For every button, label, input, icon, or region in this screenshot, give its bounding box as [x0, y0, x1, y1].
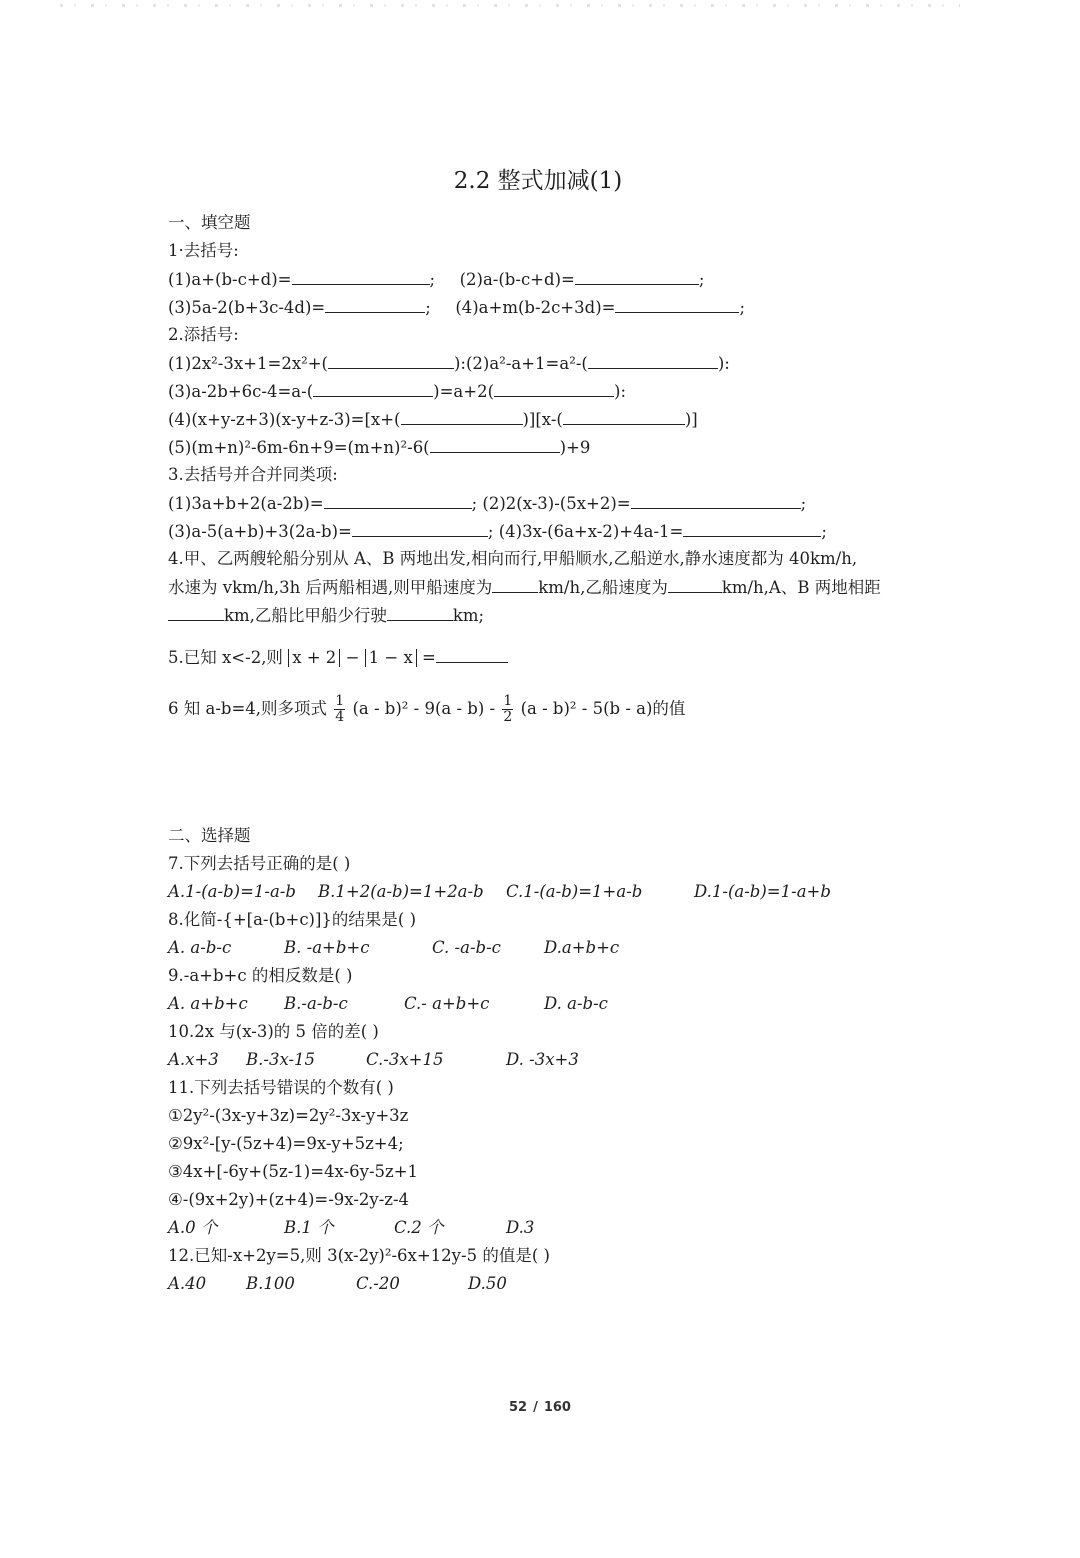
option-d: D.a+b+c	[544, 938, 620, 957]
section-heading-fill-blank: 一、填空题	[168, 213, 251, 232]
question-3-row-1: (1)3a+b+2(a-2b)= ; (2)2(x-3)-(5x+2)= ;	[168, 494, 807, 513]
fraction: $\frac{1}{2}$	[503, 693, 513, 725]
answer-blank	[352, 520, 488, 537]
option-b: B.-3x-15	[246, 1050, 316, 1069]
option-d: D.3	[506, 1218, 535, 1237]
scan-noise	[60, 4, 960, 7]
answer-blank	[668, 576, 722, 593]
option-b: B.-a-b-c	[284, 994, 348, 1013]
question-2-item-3: (3)a-2b+6c-4=a-( )=a+2( ):	[168, 382, 627, 401]
answer-blank	[683, 520, 821, 537]
question-2: 2.添括号:	[168, 325, 239, 344]
question-11-statement-4: ④-(9x+2y)+(z+4)=-9x-2y-z-4	[168, 1190, 410, 1209]
option-c: C.2 个	[394, 1218, 444, 1237]
question-11-statement-2: ②9x²-[y-(5z+4)=9x-y+5z+4;	[168, 1134, 404, 1153]
question-7: 7.下列去括号正确的是( )	[168, 854, 351, 873]
answer-blank	[168, 604, 224, 621]
question-6: 6 知 a-b=4,则多项式 $\frac{1}{4}$ (a - b)² - 9(a - b) - $\frac{1}{2}$ (a - b)² - 5(b - a)的值	[168, 693, 686, 725]
fraction: $\frac{1}{4}$	[335, 693, 345, 725]
answer-blank	[325, 296, 425, 313]
question-4-line-3: km,乙船比甲船少行驶 km;	[168, 604, 484, 627]
option-c: C.1-(a-b)=1+a-b	[506, 882, 643, 901]
question-3: 3.去括号并合并同类项:	[168, 465, 338, 484]
question-2-item-4: (4)(x+y-z+3)(x-y+z-3)=[x+( )][x-( )]	[168, 410, 698, 429]
option-b: B.100	[246, 1274, 295, 1293]
question-5: 5.已知 x<-2,则 x + 2 − 1 − x =	[168, 646, 508, 669]
question-1: 1·去括号:	[168, 241, 239, 260]
question-3-row-2: (3)a-5(a+b)+3(2a-b)= ; (4)3x-(6a+x-2)+4a-1= ;	[168, 522, 827, 541]
question-2-item-5: (5)(m+n)²-6m-6n+9=(m+n)²-6( )+9	[168, 438, 591, 457]
option-b: B. -a+b+c	[284, 938, 370, 957]
option-c: C.-3x+15	[366, 1050, 444, 1069]
q1-item-4: (4)a+m(b-2c+3d)=	[455, 298, 616, 317]
question-9: 9.-a+b+c 的相反数是( )	[168, 966, 353, 985]
option-d: D.50	[468, 1274, 507, 1293]
option-a: A.x+3	[168, 1050, 219, 1069]
option-a: A. a-b-c	[168, 938, 232, 957]
q1-item-1: (1)a+(b-c+d)=	[168, 270, 292, 289]
answer-blank	[292, 268, 430, 285]
answer-blank	[563, 408, 685, 425]
answer-blank	[401, 408, 523, 425]
answer-blank	[631, 492, 801, 509]
absolute-value: 1 − x	[365, 649, 417, 667]
q1-item-3: (3)5a-2(b+3c-4d)=	[168, 298, 326, 317]
question-1-row-2: (3)5a-2(b+3c-4d)= ; (4)a+m(b-2c+3d)= ;	[168, 298, 746, 317]
current-page: 52	[509, 1400, 528, 1415]
question-2-item-1: (1)2x²-3x+1=2x²+( ):(2)a²-a+1=a²-( ):	[168, 354, 730, 373]
answer-blank	[575, 268, 699, 285]
answer-blank	[588, 352, 718, 369]
q1-item-2: (2)a-(b-c+d)=	[459, 270, 575, 289]
answer-blank	[324, 492, 472, 509]
option-b: B.1+2(a-b)=1+2a-b	[318, 882, 484, 901]
page-number	[0, 1400, 1080, 1415]
option-a: A. a+b+c	[168, 994, 248, 1013]
question-12: 12.已知-x+2y=5,则 3(x-2y)²-6x+12y-5 的值是( )	[168, 1246, 550, 1265]
option-d: D. -3x+3	[506, 1050, 579, 1069]
section-heading-multiple-choice: 二、选择题	[168, 826, 251, 845]
page-title: 2.2 整式加减(1)	[453, 168, 623, 194]
option-b: B.1 个	[284, 1218, 334, 1237]
question-1-row-1: (1)a+(b-c+d)= ; (2)a-(b-c+d)= ;	[168, 270, 705, 289]
option-d: D.1-(a-b)=1-a+b	[694, 882, 831, 901]
answer-blank	[387, 604, 453, 621]
question-11-statement-3: ③4x+[-6y+(5z-1)=4x-6y-5z+1	[168, 1162, 419, 1181]
answer-blank	[313, 380, 433, 397]
option-a: A.0 个	[168, 1218, 218, 1237]
answer-blank	[615, 296, 739, 313]
page-separator: /	[533, 1400, 538, 1415]
answer-blank	[494, 380, 614, 397]
question-4-line-1: 4.甲、乙两艘轮船分别从 A、B 两地出发,相向而行,甲船顺水,乙船逆水,静水速度都为 40km/h,	[168, 549, 858, 568]
option-a: A.40	[168, 1274, 207, 1293]
question-11: 11.下列去括号错误的个数有( )	[168, 1078, 394, 1097]
option-c: C. -a-b-c	[432, 938, 501, 957]
absolute-value: x + 2	[288, 649, 340, 667]
answer-blank	[328, 352, 454, 369]
option-c: C.-20	[356, 1274, 400, 1293]
option-a: A.1-(a-b)=1-a-b	[168, 882, 296, 901]
answer-blank	[436, 646, 508, 663]
question-10: 10.2x 与(x-3)的 5 倍的差( )	[168, 1022, 379, 1041]
option-c: C.- a+b+c	[404, 994, 490, 1013]
option-d: D. a-b-c	[544, 994, 608, 1013]
question-11-statement-1: ①2y²-(3x-y+3z)=2y²-3x-y+3z	[168, 1106, 409, 1125]
question-8: 8.化简-{+[a-(b+c)]}的结果是( )	[168, 910, 417, 929]
answer-blank	[430, 436, 560, 453]
answer-blank	[492, 576, 538, 593]
total-pages: 160	[543, 1400, 571, 1415]
question-4-line-2: 水速为 vkm/h,3h 后两船相遇,则甲船速度为 km/h,乙船速度为 km/h,A、B 两地相距	[168, 578, 881, 597]
